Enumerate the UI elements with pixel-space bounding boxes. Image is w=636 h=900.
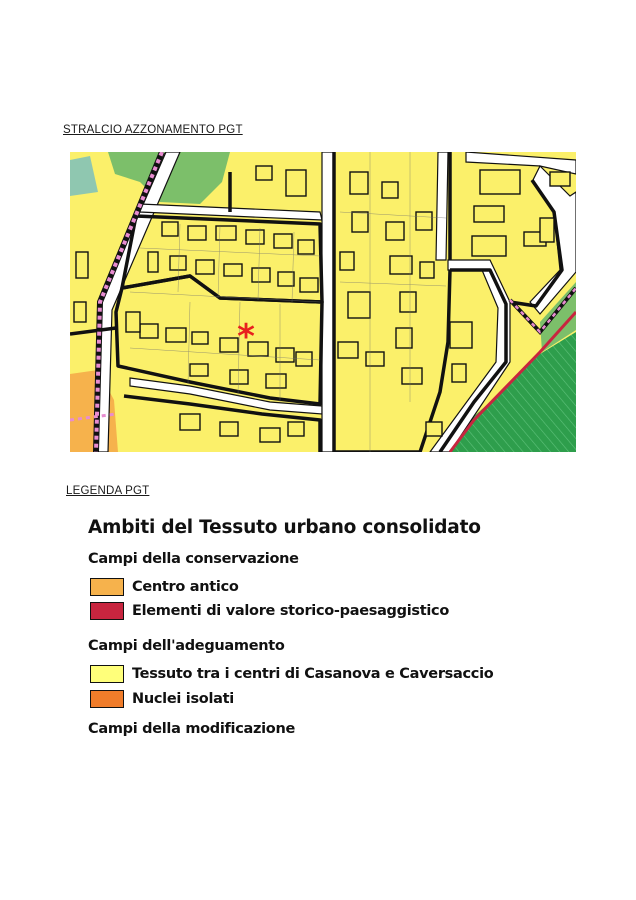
road-vertical-center: [322, 152, 334, 452]
legend-swatch-centro-antico: [90, 578, 124, 596]
legend-item-tessuto: [90, 664, 493, 684]
map-title: STRALCIO AZZONAMENTO PGT: [63, 124, 243, 136]
group-conservazione-label: Campi della conservazione: [88, 551, 299, 567]
legend-item-label: Centro antico: [132, 579, 239, 595]
legend-item-elementi-storici: [90, 601, 449, 621]
legend-swatch-elementi-storici: [90, 602, 124, 620]
zoning-map: [70, 152, 576, 452]
road-vertical-right: [436, 152, 448, 260]
legend-item-label: Tessuto tra i centri di Casanova e Caversaccio: [132, 666, 494, 682]
group-modificazione-label: Campi della modificazione: [88, 721, 296, 737]
legend-swatch-nuclei-isolati: [90, 690, 124, 708]
legend-swatch-tessuto: [90, 665, 124, 683]
legend-item-label: Nuclei isolati: [132, 691, 234, 707]
legend-title: Ambiti del Tessuto urbano consolidato: [88, 517, 481, 538]
legend-label: LEGENDA PGT: [66, 485, 150, 497]
legend-item-label: Elementi di valore storico-paesaggistico: [132, 603, 449, 619]
legend-item-nuclei-isolati: [90, 689, 234, 709]
group-adeguamento-label: Campi dell'adeguamento: [88, 638, 285, 654]
location-marker: *: [237, 317, 255, 357]
legend-item-centro-antico: [90, 577, 239, 597]
